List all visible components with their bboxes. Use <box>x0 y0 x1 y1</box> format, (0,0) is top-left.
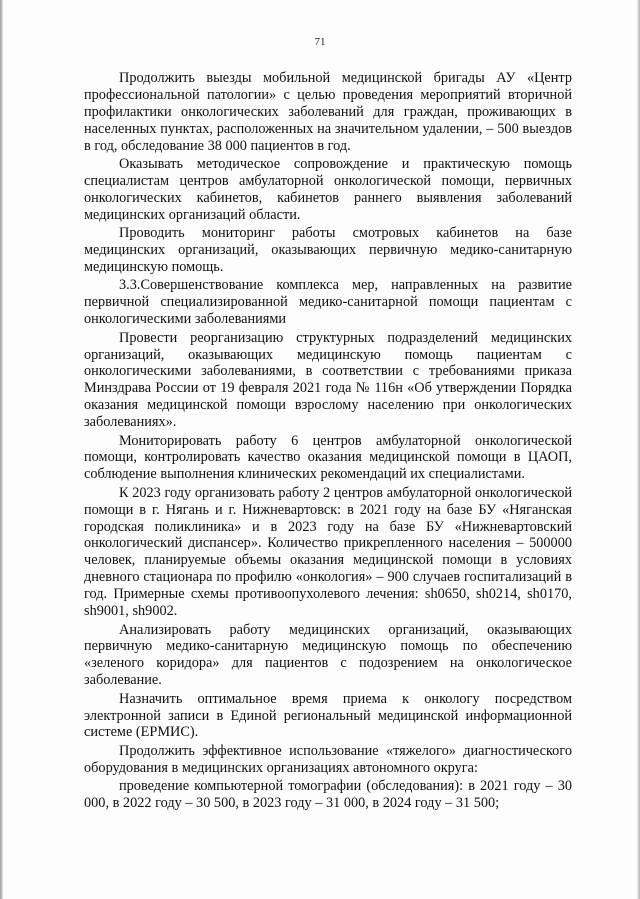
paragraph-electronic-booking: Назначить оптимальное время приема к онкологу посредством электронной записи в Единой региональный медицинской информационной системе (ЕРМИС). <box>84 690 572 741</box>
paragraph-mobile-brigade: Продолжить выезды мобильной медицинской бригады АУ «Центр профессиональной патологии» с целью проведения мероприятий вторичной профилактики онкологических заболеваний для граждан, проживающих в населенных пунктах, расположенных на значительном удалении, – 500 выездов в год, обследование 38 000 пациентов в год. <box>84 70 572 154</box>
paragraph-monitoring-exam-rooms: Проводить мониторинг работы смотровых кабинетов на базе медицинских организаций, оказывающих первичную медико-санитарную медицинскую помощь. <box>84 225 572 275</box>
paragraph-ct-volumes: проведение компьютерной томографии (обследования): в 2021 году – 30 000, в 2022 году – 30 500, в 2023 году – 31 000, в 2024 году – 31 500; <box>84 778 572 812</box>
paragraph-green-corridor: Анализировать работу медицинских организаций, оказывающих первичную медико-санитарную медицинскую помощь по обеспечению «зеленого коридора» для пациентов с подозрением на онкологическое заболевание. <box>84 621 572 689</box>
page-number: 71 <box>314 36 326 48</box>
paragraph-monitor-centers: Мониторировать работу 6 центров амбулаторной онкологической помощи, контролировать качество оказания медицинской помощи в ЦАОП, соблюдение выполнения клинических рекомендаций их специалистами. <box>84 432 572 483</box>
document-body <box>84 70 572 813</box>
paragraph-heavy-equipment: Продолжить эффективное использование «тяжелого» диагностического оборудования в медицинских организациях автономного округа: <box>84 742 572 776</box>
paragraph-methodical-support: Оказывать методическое сопровождение и практическую помощь специалистам центров амбулаторной онкологической помощи, первичных онкологических кабинетов, кабинетов раннего выявления заболеваний медицинских организаций области. <box>84 156 572 223</box>
section-heading-3-3: 3.3.Совершенствование комплекса мер, направленных на развитие первичной специализированной медико-санитарной помощи пациентам с онкологическими заболеваниями <box>84 277 572 328</box>
paragraph-reorganization: Провести реорганизацию структурных подразделений медицинских организаций, оказывающих медицинскую помощь пациентам с онкологическими заболеваниями, в соответствии с требованиями приказа Минздрава России от 19 февраля 2021 года № 116н «Об утверждении Порядка оказания медицинской помощи взрослому населению при онкологических заболеваниях». <box>84 329 572 431</box>
paragraph-organize-centers: К 2023 году организовать работу 2 центров амбулаторной онкологической помощи в г. Нягань и г. Нижневартовск: в 2021 году на базе БУ «Няганская городская поликлиника» и в 2023 году на базе БУ «Нижневартовский онкологический диспансер». Количество прикрепленного населения – 500000 человек, планируемые объемы оказания медицинской помощи в условиях дневного стационара по профилю «онкология» – 900 случаев госпитализаций в год. Примерные схемы противоопухолевого лечения: sh0650, sh0214, sh0170, sh9001, sh9002. <box>84 484 572 620</box>
scan-edge-left <box>0 0 3 899</box>
